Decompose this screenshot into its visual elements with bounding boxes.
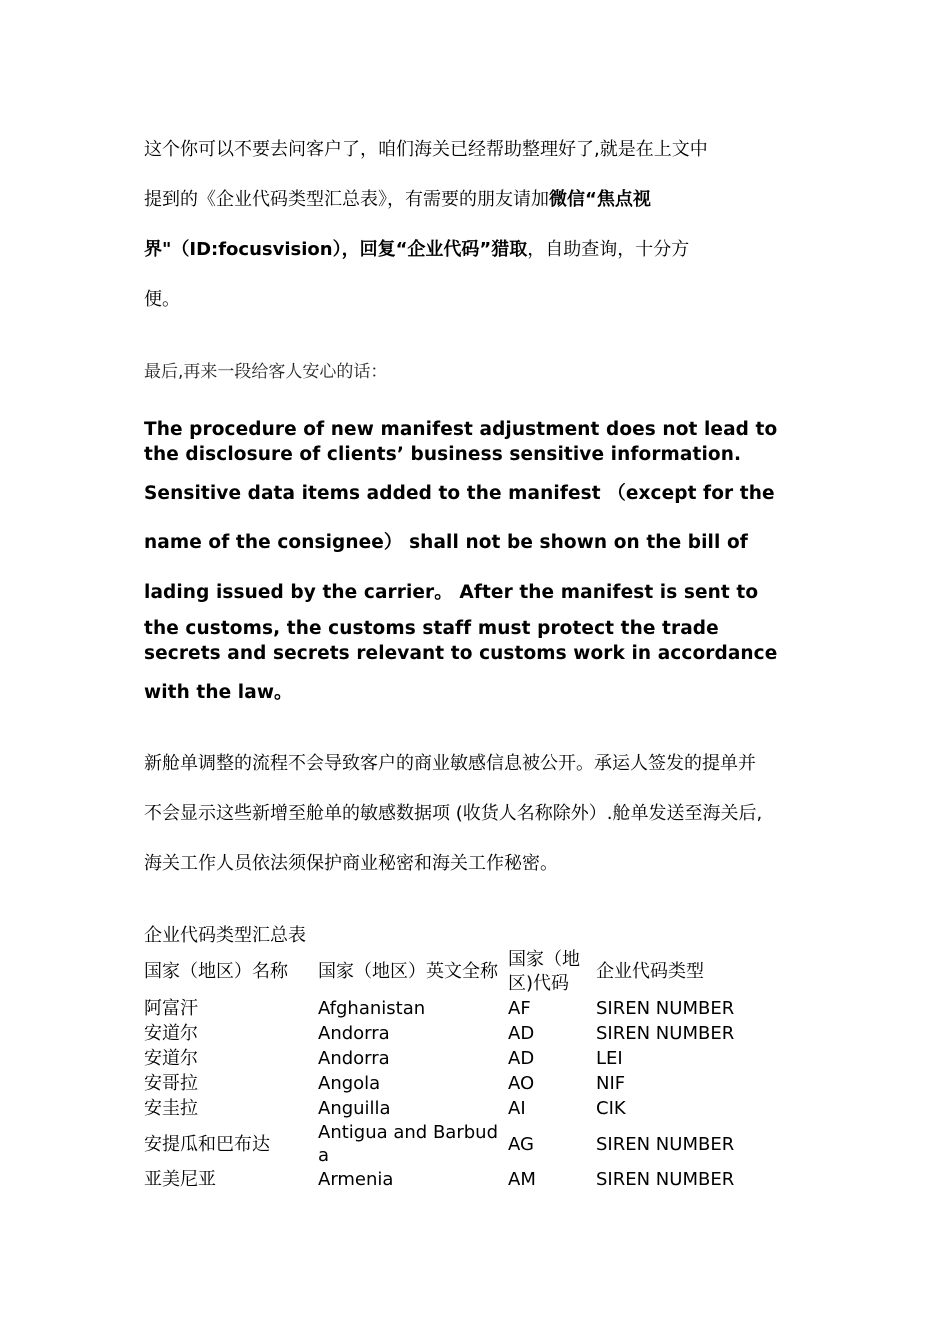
english-line8: with the law。 (144, 682, 293, 703)
para1-line2-normal: 提到的《企业代码类型汇总表》，有需要的朋友请加 (144, 189, 549, 210)
cell-english-name: Angola (318, 1073, 381, 1094)
table-title: 企业代码类型汇总表 (144, 925, 306, 946)
table-row (144, 1071, 796, 1096)
cell-country-name: 安哥拉 (144, 1073, 198, 1094)
english-line2: the disclosure of clients’ business sensitive information. (144, 444, 742, 465)
company-code-table (144, 948, 796, 1192)
cell-english-name: Antigua and Barbuda (318, 1122, 498, 1166)
cell-code-type: SIREN NUMBER (596, 1023, 735, 1044)
cell-english-name: Anguilla (318, 1098, 391, 1119)
cell-country-name: 阿富汗 (144, 998, 198, 1019)
para1-line3 (144, 238, 689, 262)
header-english-name: 国家（地区）英文全称 (318, 961, 498, 982)
cell-country-code: AF (508, 998, 531, 1019)
cell-country-name: 亚美尼亚 (144, 1169, 216, 1190)
cell-country-name: 安提瓜和巴布达 (144, 1133, 270, 1155)
chinese-line1: 新舱单调整的流程不会导致客户的商业敏感信息被公开。承运人签发的提单并 (144, 753, 756, 774)
cell-country-code: AD (508, 1048, 535, 1069)
para1-line3-bold: 界"（ID:focusvision），回复“企业代码”猎取 (144, 239, 528, 260)
header-code-type: 企业代码类型 (596, 961, 704, 982)
table-row (144, 1096, 796, 1121)
english-line7: secrets and secrets relevant to customs work in accordance (144, 643, 778, 664)
para1-line1: 这个你可以不要去问客户了，咱们海关已经帮助整理好了,就是在上文中 (144, 139, 708, 160)
cell-country-code: AD (508, 1023, 535, 1044)
english-line6: the customs, the customs staff must protect the trade (144, 618, 719, 639)
table-row (144, 1167, 796, 1192)
english-line5: lading issued by the carrier。 After the manifest is sent to (144, 582, 759, 603)
cell-code-type: SIREN NUMBER (596, 998, 735, 1019)
table-row (144, 996, 796, 1021)
para1-line2 (144, 188, 651, 212)
table-row (144, 1021, 796, 1046)
cell-country-name: 安道尔 (144, 1048, 198, 1069)
table-row (144, 1046, 796, 1071)
intro-text: 最后,再来一段给客人安心的话： (144, 362, 388, 382)
cell-country-code: AO (508, 1073, 535, 1094)
cell-english-name: Andorra (318, 1048, 390, 1069)
cell-english-name: Armenia (318, 1169, 394, 1190)
cell-english-name: Afghanistan (318, 998, 426, 1019)
para1-line2-bold: 微信“焦点视 (549, 189, 651, 210)
chinese-line3: 海关工作人员依法须保护商业秘密和海关工作秘密。 (144, 853, 558, 874)
cell-code-type: SIREN NUMBER (596, 1169, 735, 1190)
cell-country-name: 安圭拉 (144, 1098, 198, 1119)
cell-country-name: 安道尔 (144, 1023, 198, 1044)
table-row (144, 1121, 796, 1167)
header-country-name: 国家（地区）名称 (144, 961, 288, 982)
table-header-row (144, 948, 796, 996)
cell-country-code: AG (508, 1133, 534, 1155)
chinese-line2: 不会显示这些新增至舱单的敏感数据项 (收货人名称除外）.舱单发送至海关后, (144, 803, 763, 824)
cell-english-name: Andorra (318, 1023, 390, 1044)
para1-line3-normal: ，自助查询，十分方 (527, 239, 690, 260)
cell-code-type: LEI (596, 1048, 623, 1069)
cell-country-code: AI (508, 1098, 526, 1119)
cell-country-code: AM (508, 1169, 536, 1190)
english-line4: name of the consignee） shall not be shown on the bill of (144, 532, 748, 553)
para1-line4: 便。 (144, 289, 180, 310)
cell-code-type: SIREN NUMBER (596, 1133, 735, 1155)
cell-code-type: CIK (596, 1098, 626, 1119)
english-line3: Sensitive data items added to the manifest （except for the (144, 483, 775, 504)
cell-code-type: NIF (596, 1073, 626, 1094)
header-country-code: 国家（地区)代码 (508, 949, 580, 994)
english-line1: The procedure of new manifest adjustment does not lead to (144, 419, 778, 440)
